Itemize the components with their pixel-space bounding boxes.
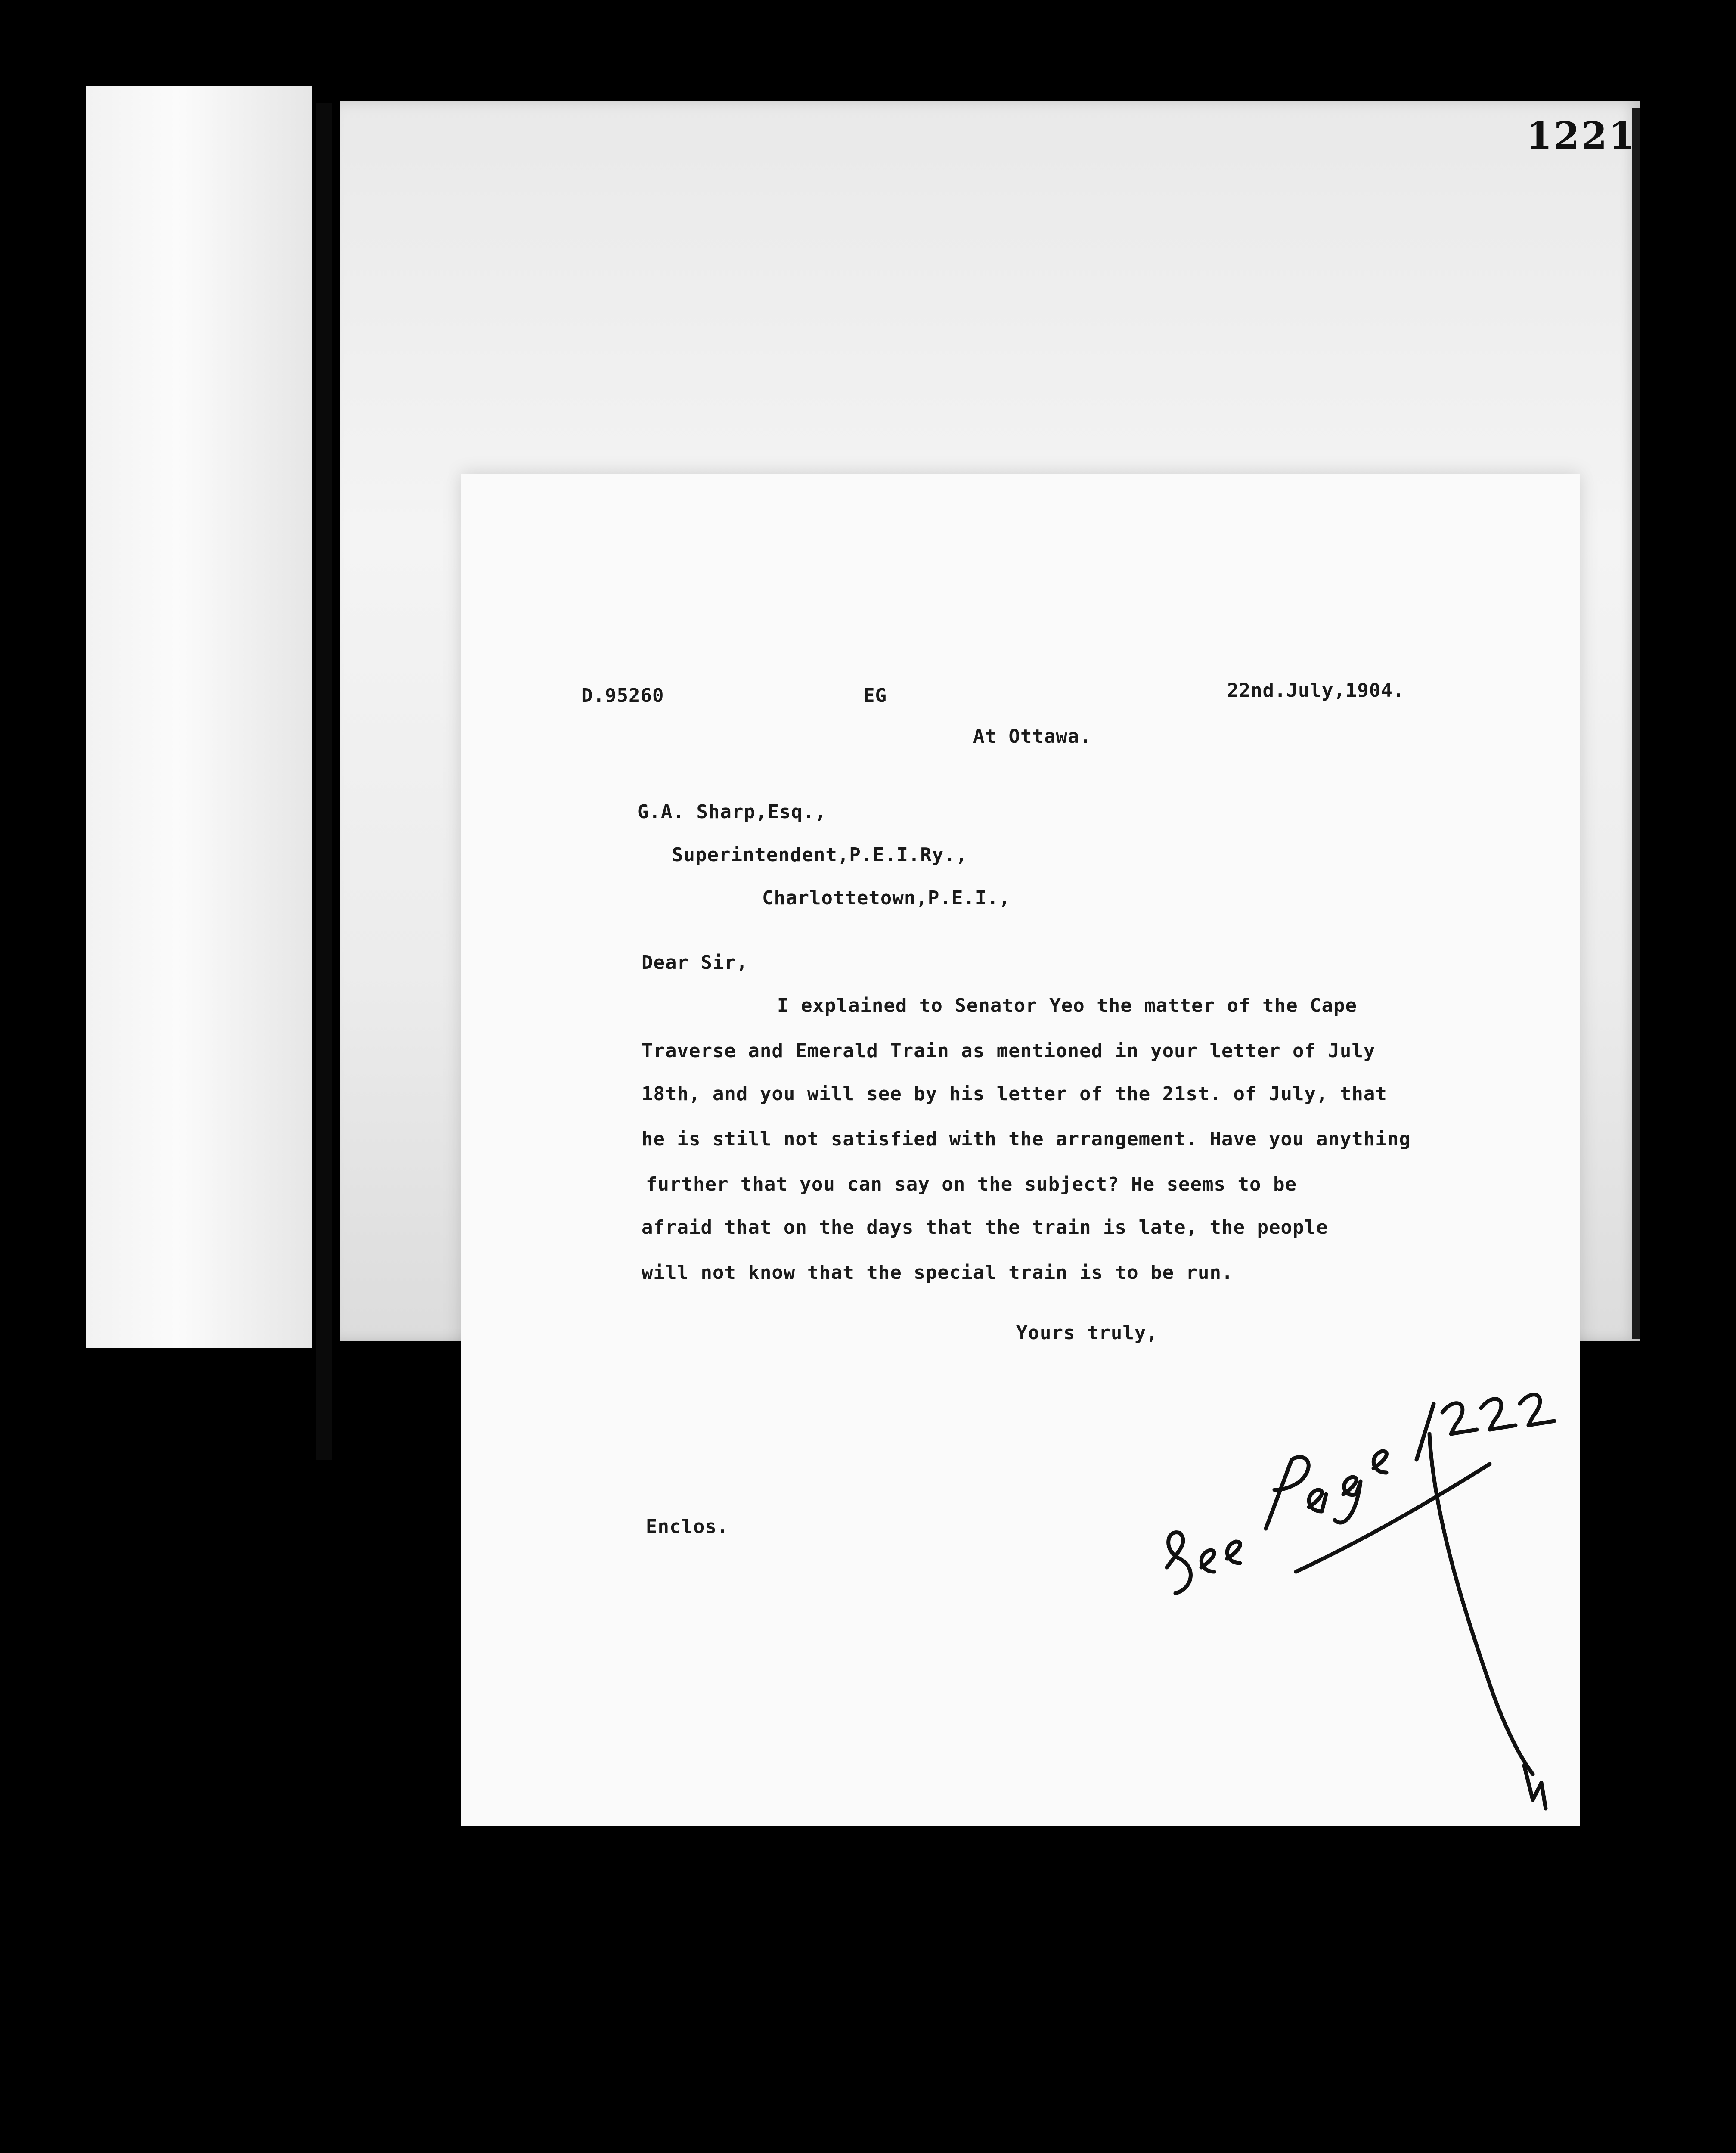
handwriting-stroke [1520,1395,1554,1425]
handwritten-note [1154,1387,1593,1869]
enclosure-note: Enclos. [646,1516,729,1538]
addressee-city: Charlottetown,P.E.I., [762,887,1011,909]
handwriting-stroke [1309,1490,1326,1511]
letter-date: 22nd.July,1904. [1227,679,1405,701]
handwriting-stroke [1266,1457,1308,1529]
closing: Yours truly, [1016,1322,1158,1344]
handwriting-stroke [1201,1550,1214,1572]
addressee-name: G.A. Sharp,Esq., [637,801,827,823]
handwriting-stroke [1335,1477,1361,1523]
handwriting-stroke [1442,1403,1477,1434]
handwriting-stroke [1373,1451,1386,1473]
handwriting-stroke [1296,1464,1490,1572]
handwriting-stroke [1524,1765,1546,1809]
left-tissue-strip [86,86,312,1348]
page-edge [1632,108,1640,1339]
body-line: Traverse and Emerald Train as mentioned in your letter of July [642,1040,1376,1062]
letter-place: At Ottawa. [973,726,1091,748]
body-line: will not know that the special train is to be run. [642,1262,1234,1284]
body-line: he is still not satisfied with the arrangement. Have you anything [642,1128,1411,1150]
handwriting-stroke [1227,1542,1240,1563]
handwriting-stroke [1429,1434,1533,1774]
body-line: 18th, and you will see by his letter of the 21st. of July, that [642,1083,1387,1105]
page-number: 1221 [1526,114,1637,158]
body-line: further that you can say on the subject? He seems to be [646,1173,1297,1195]
handwriting-stroke [1167,1533,1190,1593]
body-line: I explained to Senator Yeo the matter of the Cape [777,995,1358,1017]
file-reference: D.95260 [581,685,664,707]
salutation: Dear Sir, [642,952,748,974]
handwriting-stroke [1481,1399,1516,1430]
binding-line [316,103,332,1460]
typist-initials: EG [863,685,887,707]
body-line: afraid that on the days that the train is late, the people [642,1216,1328,1238]
addressee-title: Superintendent,P.E.I.Ry., [672,844,968,866]
